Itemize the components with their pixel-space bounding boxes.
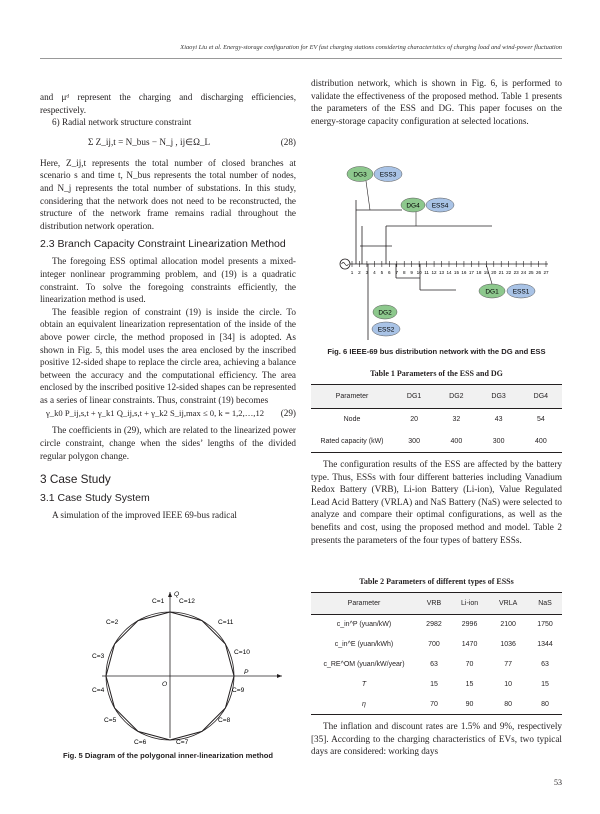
paragraph: The configuration results of the ESS are affected by the battery type. Thus, ESSs with four different batteries including Vanadium Redox Battery (VRB), Li-ion Battery (Li-ion), Value Regulated Lead Acid Battery (VRLA) and NaS Battery (NaS) were selected to analyze and compare their optimal configurations, as well as the benefits and cost, using the proposed method and model. Table 2 presents the parameters of the four types of battery ESSs.: [311, 459, 562, 545]
table-cell: 20: [410, 416, 419, 424]
bus-node-label: 2: [358, 270, 361, 275]
table-cell: 400: [535, 437, 547, 445]
table-cell: η: [362, 700, 366, 708]
table-cell: 15: [541, 681, 549, 688]
page-number: 53: [554, 778, 562, 787]
label-c8: C=8: [218, 717, 231, 724]
section-heading: 2.3 Branch Capacity Constraint Linearization Method: [40, 238, 286, 251]
bus-node-label: 3: [365, 270, 369, 275]
table-header-cell: DG2: [449, 393, 464, 400]
paragraph: The feasible region of constraint (19) is inside the circle. To obtain an equivalent linearization representation of the inside of the above power circle, the method proposed in [34] is adopted. As shown in Fig. 5, this model uses the area enclosed by the inscribed positive 12-sided shape to replace the circle area, achieving a balance between the accuracy and the computational efficiency. The area enclosed by the inscribed positive 12-sided shapes can be represented as a series of linear constraints. Thus, constraint (19) becomes: [40, 306, 296, 405]
table-cell: 15: [465, 681, 474, 688]
bus-node-label: 24: [521, 270, 527, 275]
bus-node-label: 6: [388, 270, 391, 275]
table-cell: 70: [465, 661, 474, 668]
bus-node-label: 9: [410, 270, 413, 275]
table-header-cell: DG3: [491, 393, 506, 400]
bus-node-label: 10: [416, 270, 422, 275]
table-header-cell: NaS: [538, 600, 552, 607]
table-cell: Node: [343, 416, 361, 424]
paragraph: distribution network, which is shown in Fig. 6, is performed to validate the effectiveness of the proposed method. Table 1 presents the parameters of the ESS and DG. This paper focuses on the energy-storage capacity configuration at selected locations.: [311, 78, 562, 126]
table-cell: 700: [428, 641, 440, 648]
table-header-cell: DG4: [533, 393, 549, 400]
table-cell: c_in^E (yuan/kWh): [334, 641, 394, 648]
table-cell: 400: [450, 437, 463, 445]
paragraph: The inflation and discount rates are 1.5% and 9%, respectively [35]. According to the charging characteristics of EVs, two typical days are considered: working days: [311, 721, 562, 757]
equation-number: (29): [280, 408, 296, 419]
table-cell: 63: [541, 661, 549, 668]
table-cell: 300: [492, 437, 505, 445]
table-cell: c_RE^OM (yuan/kW/year): [323, 661, 405, 668]
table-header-cell: DG1: [406, 393, 422, 400]
table-2-body: [311, 615, 562, 715]
bus-node-label: 13: [438, 270, 445, 275]
label-o: O: [162, 681, 168, 688]
table-cell: 1344: [537, 641, 553, 648]
label-c4: C=4: [92, 687, 105, 694]
table-cell: 63: [430, 661, 438, 668]
ess4-label: ESS4: [431, 202, 449, 210]
bus-node-label: 5: [380, 270, 384, 275]
section-heading: 3.1 Case Study System: [40, 492, 150, 505]
bus-node-label: 23: [513, 270, 519, 275]
table-row: [311, 675, 562, 695]
bus-node-label: 19: [483, 270, 489, 275]
bus-node-label: 20: [491, 270, 497, 275]
table-cell: 1036: [500, 641, 516, 648]
right-column-bottom: [311, 720, 562, 758]
dg1-label: DG1: [485, 288, 499, 296]
table-cell: 54: [536, 416, 545, 424]
ess2-label: ESS2: [377, 326, 395, 334]
table-row: [311, 635, 562, 655]
paragraph: and μᵈ represent the charging and discharging efficiencies, respectively.: [40, 92, 296, 115]
equation-28: [40, 130, 296, 156]
paragraph: The foregoing ESS optimal allocation model presents a mixed-integer nonlinear programming problem, and (19) is a quadratic constraint. To solve the foregoing constraints efficiently, the linearization method is used.: [40, 256, 296, 305]
ess1-label: ESS1: [512, 288, 530, 296]
paragraph: The coefficients in (29), which are related to the linearized power circle constraint, change when the sides’ lengths of the divided regular polygon change.: [40, 425, 296, 461]
p-axis-arrow: [277, 674, 282, 678]
table-cell: 77: [504, 661, 513, 668]
figure-5-caption: Fig. 5 Diagram of the polygonal inner-linearization method: [62, 751, 274, 760]
equation-body: γ_k0 P_ij,s,t + γ_k1 Q_ij,s,t + γ_k2 S_ij,max ≤ 0, k = 1,2,…,12: [46, 408, 265, 419]
bus-node-label: 22: [506, 270, 512, 275]
table-1-caption: Table 1 Parameters of the ESS and DG: [370, 369, 503, 378]
ess3-label: ESS3: [379, 171, 397, 179]
bus-node-label: 27: [543, 270, 549, 275]
table-row: [311, 431, 562, 453]
bus-node-label: 1: [350, 270, 354, 275]
equation-body: Σ Z_ij,t = N_bus − N_j , ij∈Ω_L: [88, 136, 211, 147]
figure-6-caption: Fig. 6 IEEE-69 bus distribution network with the DG and ESS: [327, 347, 546, 356]
dg4-label: DG4: [406, 202, 420, 210]
table-cell: 300: [408, 437, 420, 445]
table-header-cell: Parameter: [347, 600, 381, 607]
bus-node-label: 15: [453, 270, 460, 275]
figure-6-network: [336, 160, 556, 342]
bus-node-label: 7: [395, 270, 399, 275]
bus-node-label: 8: [402, 270, 406, 275]
table-1: [311, 384, 562, 453]
table-row: [311, 695, 562, 715]
bus-node-label: 4: [373, 270, 376, 275]
dg3-label: DG3: [353, 171, 367, 179]
table-cell: 80: [504, 700, 513, 708]
label-c3: C=3: [92, 653, 105, 660]
label-c12: C=12: [179, 598, 195, 605]
section-heading: 3 Case Study: [40, 472, 111, 487]
table-cell: T: [361, 681, 367, 688]
label-c11: C=11: [218, 619, 234, 626]
table-cell: 43: [494, 416, 503, 424]
q-axis-arrow: [168, 592, 172, 597]
bus-node-label: 14: [446, 270, 452, 275]
label-c2: C=2: [106, 619, 119, 626]
label-c9: C=9: [232, 687, 245, 694]
right-column-middle: [311, 458, 562, 546]
table-cell: 32: [452, 416, 461, 424]
table-row: [311, 409, 562, 431]
equation-number: (28): [280, 136, 296, 147]
header-rule: [40, 58, 562, 59]
paragraph: 6) Radial network structure constraint: [52, 117, 192, 128]
table-header-cell: VRLA: [498, 600, 518, 607]
bus-node-label: 18: [476, 270, 482, 275]
table-header-cell: VRB: [426, 600, 442, 607]
equation-29: [40, 407, 296, 423]
right-column-top: [311, 77, 562, 127]
label-c7: C=7: [176, 739, 189, 746]
label-c6: C=6: [134, 739, 147, 746]
table-cell: 2100: [500, 621, 516, 629]
label-p: P: [244, 669, 249, 676]
label-c10: C=10: [234, 649, 250, 656]
bus-node-label: 17: [468, 270, 474, 275]
table-cell: 70: [430, 700, 438, 708]
table-2-caption: Table 2 Parameters of different types of ESSs: [359, 577, 514, 586]
label-c1: C=1: [152, 598, 165, 605]
bus-node-label: 11: [424, 270, 430, 275]
left-column: [40, 91, 296, 522]
bus-node-label: 26: [535, 270, 542, 275]
table-cell: 90: [465, 700, 474, 708]
table-2: [311, 592, 562, 715]
running-header: Xiaoyi Liu et al. Energy-storage configuration for EV fast charging stations considering characteristics of charging load and wind-power fluctuation: [180, 44, 562, 51]
table-header-cell: Parameter: [335, 393, 369, 400]
table-row: [311, 655, 562, 675]
table-cell: 1470: [461, 641, 478, 648]
table-cell: 2996: [461, 621, 478, 629]
paragraph: A simulation of the improved IEEE 69-bus radical: [52, 510, 237, 521]
figure-5-diagram: [92, 588, 292, 748]
bus-node-label: 16: [461, 270, 467, 275]
label-c5: C=5: [104, 717, 117, 724]
table-cell: 80: [541, 700, 549, 708]
bus-node-label: 12: [431, 270, 437, 275]
main-bus-nodes: [351, 261, 549, 275]
bus-node-label: 25: [528, 270, 534, 275]
dg2-label: DG2: [378, 309, 392, 317]
label-q: Q: [174, 591, 180, 598]
table-cell: 2982: [426, 621, 442, 629]
table-cell: 1750: [537, 621, 553, 629]
dg3-link: [366, 181, 370, 210]
table-header-cell: Li-ion: [461, 600, 479, 607]
table-row: [311, 615, 562, 635]
table-cell: 15: [430, 681, 438, 688]
source-wave-icon: [342, 263, 349, 266]
bus-node-label: 21: [498, 270, 504, 275]
table-cell: 10: [504, 681, 513, 688]
table-cell: c_in^P (yuan/kW): [336, 621, 392, 629]
paragraph: Here, Z_ij,t represents the total number of closed branches at scenario s and time t, N_bus represents the total number of nodes, and N_j represents the total number of substations. In this study, considering that the network does not need to be reconstructed, the structure of the network frame remains radial throughout the distribution network operation.: [40, 157, 296, 231]
table-cell: Rated capacity (kW): [320, 437, 384, 445]
